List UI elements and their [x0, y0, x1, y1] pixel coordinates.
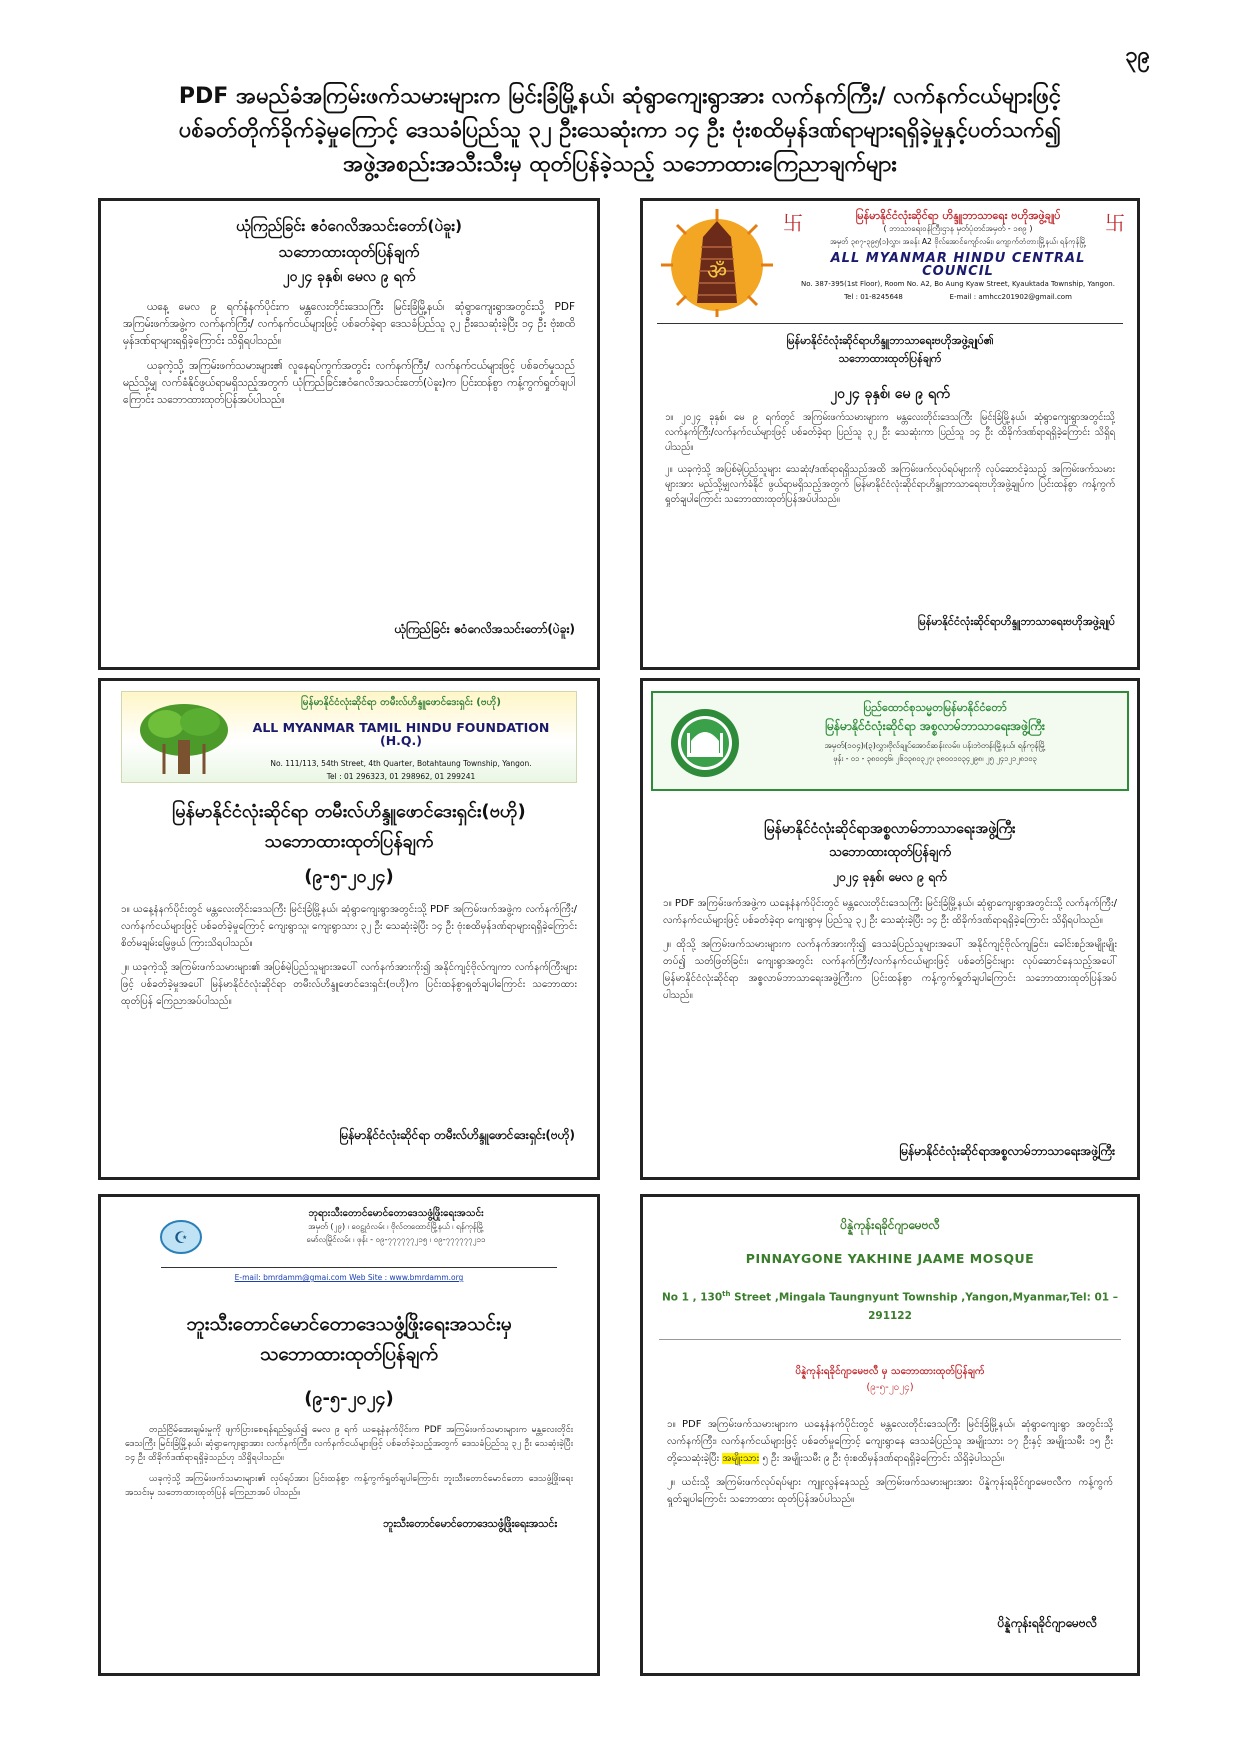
mosque-emblem-icon	[669, 707, 741, 779]
hindu-council-address-en: No. 387-395(1st Floor), Room No. A2, Bo Aung Kyaw Street, Kyauktada Township, Yangon.	[801, 280, 1115, 288]
association-logo-icon	[159, 1219, 203, 1255]
statement-date: (၉-၅-၂၀၂၄)	[304, 866, 394, 887]
statement-signature: ပိန္နဲကုန်းရခိုင်ဂျာမေဗလီ	[997, 1616, 1097, 1630]
statement-signature: မြန်မာနိုင်ငံလုံးဆိုင်ရာအစ္စလာမ်ဘာသာရေးအဖွဲ့ကြီး	[899, 1144, 1115, 1158]
statement-paragraph: ယခုကဲ့သို့ အကြမ်းဖက်သမားများ၏ လုပ်ရပ်အား ပြင်းထန်စွာ ကန့်ကွက်ရှုတ်ချပါကြောင်း ဘူးသီးတောင်မောင်တော ဒေသဖွံ့ဖြိုးရေးအသင်းမှ သဘောထားထုတ်ပြန် ကြေညာအပ် ပါသည်။	[125, 1474, 573, 1498]
islamic-council-letterhead	[651, 691, 1129, 791]
hindu-council-letterhead	[643, 201, 1137, 323]
islamic-council-name-mm: မြန်မာနိုင်ငံလုံးဆိုင်ရာ အစ္စလာမ်ဘာသာရေးအဖွဲ့ကြီး	[825, 719, 1045, 733]
mosque-name-mm: ပိန္နဲကုန်းရခိုင်ဂျာမေဗလီ	[840, 1218, 940, 1232]
statement-heading: မြန်မာနိုင်ငံလုံးဆိုင်ရာဟိန္ဒူဘာသာရေးဗဟိုအဖွဲ့ချုပ်၏	[786, 334, 994, 347]
hindu-council-name-en: ALL MYANMAR HINDU CENTRAL COUNCIL	[830, 251, 1086, 279]
svg-text:ॐ: ॐ	[706, 260, 728, 285]
mosque-address	[659, 1285, 1121, 1325]
tamil-foundation-name-mm: မြန်မာနိုင်ငံလုံးဆိုင်ရာ တမီးလ်ဟိန္ဒူဖောင်ဒေးရှင်း (ဗဟို)	[301, 697, 501, 708]
statement-paragraph: ၂။ ယင်းသို့ အကြမ်းဖက်လုပ်ရပ်များ ကျူးလွန်နေသည့် အကြမ်းဖက်သမားများအား ပိန္နဲကုန်းရခိုင်ဂျာမေဗလီက ကန့်ကွက်ရှုတ်ချပါကြောင်း သဘောထား ထုတ်ပြန်အပ်ပါသည်။	[667, 1476, 1113, 1505]
page-number: ၃၉	[1125, 43, 1150, 68]
statement-heading-2: သဘောထားထုတ်ပြန်ချက်	[838, 352, 942, 365]
statement-heading: မြန်မာနိုင်ငံလုံးဆိုင်ရာ တမီးလ်ဟိန္ဒူဖောင်ဒေးရှင်း(ဗဟို)	[172, 801, 526, 822]
statement-signature: ဘူးသီးတောင်မောင်တောဒေသဖွံ့ဖြိုးရေးအသင်း	[383, 1518, 557, 1530]
mosque-name-en: PINNAYGONE YAKHINE JAAME MOSQUE	[745, 1251, 1035, 1266]
statement-paragraph	[667, 1416, 1113, 1467]
statement-paragraph: ၁။ PDF အကြမ်းဖက်အဖွဲ့က ယနေ့နံနက်ပိုင်းတွင် မန္တလေးတိုင်းဒေသကြီး မြင်းခြံမြို့နယ်၊ ဆုံရွာကျေးရွာအတွင်းသို့ လက်နက်ကြီး/လက်နက်ငယ်များဖြင့် ပစ်ခတ်ခဲ့ရာ ကျေးရွာမှ ပြည်သူ ၃၂ ဦး သေဆုံးခဲ့ပြီး ၁၄ ဦး ထိခိုက်ဒဏ်ရာရရှိခဲ့ကြောင်း သိရှိရပါသည်။	[663, 898, 1118, 926]
statement-card-hindu-council	[640, 198, 1140, 670]
tamil-foundation-tel: Tel : 01 296323, 01 298962, 01 299241	[326, 772, 476, 781]
page-title-line-1: PDF အမည်ခံအကြမ်းဖက်သမားများက မြင်းခြံမြို့နယ်၊ ဆုံရွာကျေးရွာအား လက်နက်ကြီး/ လက်နက်ငယ်များဖြင့်	[178, 84, 1062, 109]
om-temple-emblem-icon	[657, 207, 777, 317]
statement-paragraph: ၂။ ယခုကဲ့သို့ အပြစ်မဲ့ပြည်သူများ သေဆုံး/ဒဏ်ရာရရှိသည်အထိ အကြမ်းဖက်လုပ်ရပ်များကို လုပ်ဆောင်ခဲ့သည့် အကြမ်းဖက်သမားများအား မည်သို့မျှလက်ခံနိုင် ဖွယ်ရာမရှိသည့်အတွက် မြန်မာနိုင်ငံလုံးဆိုင်ရာဟိန္ဒူဘာသာရေးဗဟိုအဖွဲ့ချုပ်က ပြင်းထန်စွာ ကန့်ကွက်ရှုတ်ချပါကြောင်း သဘောထားထုတ်ပြန်အပ်ပါသည်။	[665, 464, 1115, 505]
statement-date: (၉-၅-၂၀၂၄)	[866, 1381, 914, 1393]
hindu-council-name-mm: မြန်မာနိုင်ငံလုံးဆိုင်ရာ ဟိန္ဒူဘာသာရေး ဗဟိုအဖွဲ့ချုပ်	[855, 209, 1061, 222]
association-email-website: E-mail: bmrdamm@gmai.com Web Site : www.bmrdamm.org	[234, 1273, 464, 1282]
highlighted-text: အမျိုးသား	[722, 1452, 760, 1464]
statement-paragraph: ၁။ ၂၀၂၄ ခုနှစ်၊ မေ ၉ ရက်တွင် အကြမ်းဖက်သမားများက မန္တလေးတိုင်းဒေသကြီး မြင်းခြံမြို့နယ်၊ ဆုံရွာကျေးရွာအတွင်းသို့ လက်နက်ကြီး/လက်နက်ငယ်များဖြင့် ပစ်ခတ်ခဲ့ရာ ပြည်သူ ၃၂ ဦး သေဆုံးကာ ပြည်သူ ၁၄ ဦး ထိခိုက်ဒဏ်ရာရရှိခဲ့ကြောင်း သိရှိရပါသည်။	[665, 412, 1115, 453]
association-address: အမှတ် (၂၉) ၊ ဝေဠုဝံလမ်း ၊ ဗိုလ်တထောင်မြို့နယ် ၊ ရန်ကုန်မြို့	[308, 1222, 484, 1231]
paragraph-text: ၅ ဦး အမျိုးသမီး ၉ ဦး ဗုံးစထိမှန်ဒဏ်ရာရရှိခဲ့ကြောင်း သိရှိခဲ့ပါသည်။	[759, 1452, 1005, 1464]
statement-heading: ဘူးသီးတောင်မောင်တောဒေသဖွံ့ဖြိုးရေးအသင်းမှ	[186, 1313, 512, 1335]
statement-signature: မြန်မာနိုင်ငံလုံးဆိုင်ရာဟိန္ဒူဘာသာရေးဗဟိုအဖွဲ့ချုပ်	[917, 615, 1115, 628]
mosque-address-end: Street ,Mingala Taungnyunt Township ,Yangon,Myanmar,Tel: 01 – 291122	[730, 1291, 1119, 1322]
statement-card-evangelical	[98, 198, 600, 670]
statement-heading-2: သဘောထားထုတ်ပြန်ချက်	[259, 1343, 439, 1365]
association-name: ဘုရားသီးတောင်မောင်တောဒေသဖွံ့ဖြိုးရေးအသင်း	[308, 1208, 484, 1219]
statement-paragraph: ယနေ့ မေလ ၉ ရက်နံနက်ပိုင်းက မန္တလေးတိုင်းဒေသကြီး မြင်းခြံမြို့နယ်၊ ဆုံရွာကျေးရွာအတွင်းသို့ PDF အကြမ်းဖက်အဖွဲ့က လက်နက်ကြီး/ လက်နက်ငယ်များဖြင့် ပစ်ခတ်ခဲ့ရာ ဒေသခံပြည်သူ ၃၂ ဦးသေဆုံးခဲ့ပြီး ၁၄ ဦး ဗုံးစထိမှန်ဒဏ်ရာများရရှိခဲ့ကြောင်း သိရှိရပါသည်။	[123, 301, 575, 347]
mosque-address-start: No 1 , 130	[661, 1291, 723, 1304]
tamil-foundation-name-en: ALL MYANMAR TAMIL HINDU FOUNDATION (H.Q.)	[252, 720, 550, 748]
statement-heading: သဘောထားထုတ်ပြန်ချက်	[278, 243, 420, 261]
swastika-icon: 卐	[783, 211, 803, 235]
statement-org-name: ယုံကြည်ခြင်း ဧဝံဂေလိအသင်းတော်(ပဲခူး)	[235, 217, 463, 235]
page-title	[60, 80, 1180, 182]
statement-date: (၉-၅-၂၀၂၄)	[304, 1388, 394, 1409]
svg-text:☪: ☪	[173, 1228, 189, 1247]
statement-date: ၂၀၂၄ ခုနှစ်၊ မေ ၉ ရက်	[830, 386, 950, 402]
tamil-foundation-letterhead	[121, 691, 577, 783]
mosque-address-ordinal: th	[722, 1290, 731, 1298]
page-title-line-2: ပစ်ခတ်တိုက်ခိုက်ခဲ့မှုကြောင့် ဒေသခံပြည်သူ ၃၂ ဦးသေဆုံးကာ ၁၄ ဦး ဗုံးစထိမှန်ဒဏ်ရာများရရှိခဲ့မှုနှင့်ပတ်သက်၍	[178, 118, 1062, 143]
statement-signature: မြန်မာနိုင်ငံလုံးဆိုင်ရာ တမီးလ်ဟိန္ဒူဖောင်ဒေးရှင်း(ဗဟို)	[339, 1128, 575, 1142]
statement-paragraph: ၁။ ယနေ့နံနက်ပိုင်းတွင် မန္တလေးတိုင်းဒေသကြီး မြင်းခြံမြို့နယ်၊ ဆုံရွာကျေးရွာအတွင်းသို့ PDF အကြမ်းဖက်အဖွဲ့က လက်နက်ကြီး/လက်နက်ငယ်များဖြင့် ပစ်ခတ်ခဲ့မှုကြောင့် ကျေးရွာသူ၊ ကျေးရွာသား ၃၂ ဦး သေဆုံးခဲ့ပြီး ၁၄ ဦး ဗုံးစထိမှန်ဒဏ်ရာများရရှိခဲ့ကြောင်း စိတ်မချမ်းမြေ့ဖွယ် ကြားသိရပါသည်။	[121, 904, 577, 949]
hindu-council-contact: Tel : 01-8245648 E-mail : amhcc201902@gmail.com	[844, 293, 1072, 301]
paragraph-text: ၁။ PDF အကြမ်းဖက်သမားများက ယနေ့နံနက်ပိုင်းတွင် မန္တလေးတိုင်းဒေသကြီး မြင်းခြံမြို့နယ်၊ ဆုံရွာကျေးရွာ အတွင်းသို့ လက်နက်ကြီး၊ လက်နက်ငယ်များဖြင့် ပစ်ခတ်မှုကြောင့် ကျေးရွာနေ ဒေသခံပြည်သူ အမျိုးသား ၁၇ ဦးနှင့် အမျိုးသမီး ၁၅ ဦး တို့သေဆုံးခဲ့ပြီး	[667, 1418, 1113, 1464]
statement-paragraph: ၂။ ထိုသို့ အကြမ်းဖက်သမားများက လက်နက်အားကိုး၍ ဒေသခံပြည်သူများအပေါ် အနိုင်ကျင့်ဗိုလ်ကျခြင်း၊ ခေါင်းစဉ်အမျိုးမျိုးတပ်၍ သတ်ဖြတ်ခြင်း၊ ကျေးရွာအတွင်း လက်နက်ကြီး/လက်နက်ငယ်များဖြင့် ပစ်ခတ်ခြင်းများ လုပ်ဆောင်နေသည့်အပေါ် မြန်မာနိုင်ငံလုံးဆိုင်ရာ အစ္စလာမ်ဘာသာရေးအဖွဲ့ကြီးက ပြင်းထန်စွာ ကန့်ကွက်ရှုတ်ချပါကြောင်း သဘောထားထုတ်ပြန်အပ်ပါသည်။	[663, 939, 1117, 1001]
buthidaung-association-letterhead	[101, 1197, 597, 1285]
statement-paragraph: ၂။ ယခုကဲ့သို့ အကြမ်းဖက်သမားများ၏ အပြစ်မဲ့ပြည်သူများအပေါ် လက်နက်အားကိုး၍ အနိုင်ကျင့်ဗိုလ်ကျကာ လက်နက်ကြီးများဖြင့် ပစ်ခတ်ခဲ့မှုအပေါ် မြန်မာနိုင်ငံလုံးဆိုင်ရာ တမီးလ်ဟိန္ဒူဖောင်ဒေးရှင်း(ဗဟို)က ပြင်းထန်စွာရှုတ်ချပါကြောင်း သဘောထားထုတ်ပြန် ကြေညာအပ်ပါသည်။	[121, 962, 577, 1007]
statement-date: ၂၀၂၄ ခုနှစ်၊ မေလ ၉ ရက်	[833, 870, 947, 884]
islamic-council-country-line: ပြည်ထောင်စုသမ္မတမြန်မာနိုင်ငံတော်	[863, 701, 1007, 714]
statement-card-tamil-foundation	[98, 678, 600, 1180]
statement-card-buthidaung-association	[98, 1194, 600, 1676]
hindu-council-address-mm: အမှတ် ၃၈၇-၃၉၅(၁)လွှာ၊ အခန်း A2 ဗိုလ်အောင်ကျော်လမ်း၊ ကျောက်တံတားမြို့နယ်၊ ရန်ကုန်မြို့	[829, 237, 1087, 246]
statement-card-pinnaygone-mosque	[640, 1194, 1140, 1676]
hindu-council-registration: ( ဘာသာရေးဝန်ကြီးဌာန မှတ်ပုံတင်အမှတ် - ၁၈၉ )	[883, 224, 1033, 233]
statement-paragraph: တည်ငြိမ်အေးချမ်းမှုကို ဖျက်ပြားစေရန်ရည်ရွယ်၍ မေလ ၉ ရက် ယနေ့နံနက်ပိုင်းက PDF အကြမ်းဖက်သမားများက မန္တလေးတိုင်းဒေသကြီး မြင်းခြံမြို့နယ်၊ ဆုံရွာကျေးရွာအား လက်နက်ကြီး၊ လက်နက်ငယ်များဖြင့် ပစ်ခတ်ခဲ့သည့်အတွက် ဒေသခံပြည်သူ ၃၂ ဦး သေဆုံးခဲ့ပြီး ၁၄ ဦး ထိခိုက်ဒဏ်ရာရရှိခဲ့သည်ဟု သိရှိရပါသည်။	[125, 1425, 573, 1463]
statement-card-islamic-council	[640, 678, 1140, 1180]
letterhead-divider	[161, 1267, 557, 1268]
page-title-line-3: အဖွဲ့အစည်းအသီးသီးမှ ထုတ်ပြန်ခဲ့သည့် သဘောထားကြေညာချက်များ	[343, 152, 897, 177]
association-phone: မော်လမြိုင်လမ်း ၊ ဖုန်း - ၀၉-၇၇၇၇၇၇၂၁၅ ၊ ၀၉-၇၇၇၇၇၇၂၁၁	[306, 1235, 486, 1244]
statement-signature: ယုံကြည်ခြင်း ဧဝံဂေလိအသင်းတော်(ပဲခူး)	[394, 622, 575, 636]
statement-heading-2: သဘောထားထုတ်ပြန်ချက်	[829, 845, 951, 860]
statement-heading-2: သဘောထားထုတ်ပြန်ချက်	[264, 831, 434, 852]
statement-date: ၂၀၂၄ ခုနှစ်၊ မေလ ၉ ရက်	[282, 269, 416, 285]
tamil-foundation-address: No. 111/113, 54th Street, 4th Quarter, Botahtaung Township, Yangon.	[270, 759, 532, 768]
statement-heading: ပိန္နဲကုန်းရခိုင်ဂျာမေဗလီ မှ သဘောထားထုတ်ပြန်ချက်	[795, 1365, 985, 1377]
swastika-icon: 卐	[1105, 211, 1125, 235]
banyan-tree-icon	[136, 700, 232, 778]
islamic-council-address: အမှတ်(၁၀၄)၊(၃)လွှာ၊ဗိုလ်ချုပ်အောင်ဆန်းလမ်း၊ ပန်းဘဲတန်းမြို့နယ်၊ ရန်ကုန်မြို့	[824, 741, 1046, 750]
islamic-council-phone: ဖုန်း - ၀၁ - ၃၈၀၀၄၆၊ ၂၆၁၃၈၀၃၂၇၊ ၃၈၀၀၁၀၃၄၂၉၈၊ ၂၅ ၂၄၁၂၁၂၈၁၀၃	[833, 754, 1037, 763]
statement-paragraph: ယခုကဲ့သို့ အကြမ်းဖက်သမားများ၏ လူနေရပ်ကွက်အတွင်း လက်နက်ကြီး/ လက်နက်ငယ်များဖြင့် ပစ်ခတ်မှုသည် မည်သို့မျှ လက်ခံနိုင်ဖွယ်ရာမရှိသည့်အတွက် ယုံကြည်ခြင်းဧဝံဂေလိအသင်းတော်(ပဲခူး)က ပြင်းထန်စွာ ကန့်ကွက်ရှုတ်ချပါကြောင်း သဘောထားထုတ်ပြန်အပ်ပါသည်။	[123, 360, 575, 406]
statement-heading: မြန်မာနိုင်ငံလုံးဆိုင်ရာအစ္စလာမ်ဘာသာရေးအဖွဲ့ကြီး	[764, 821, 1016, 837]
